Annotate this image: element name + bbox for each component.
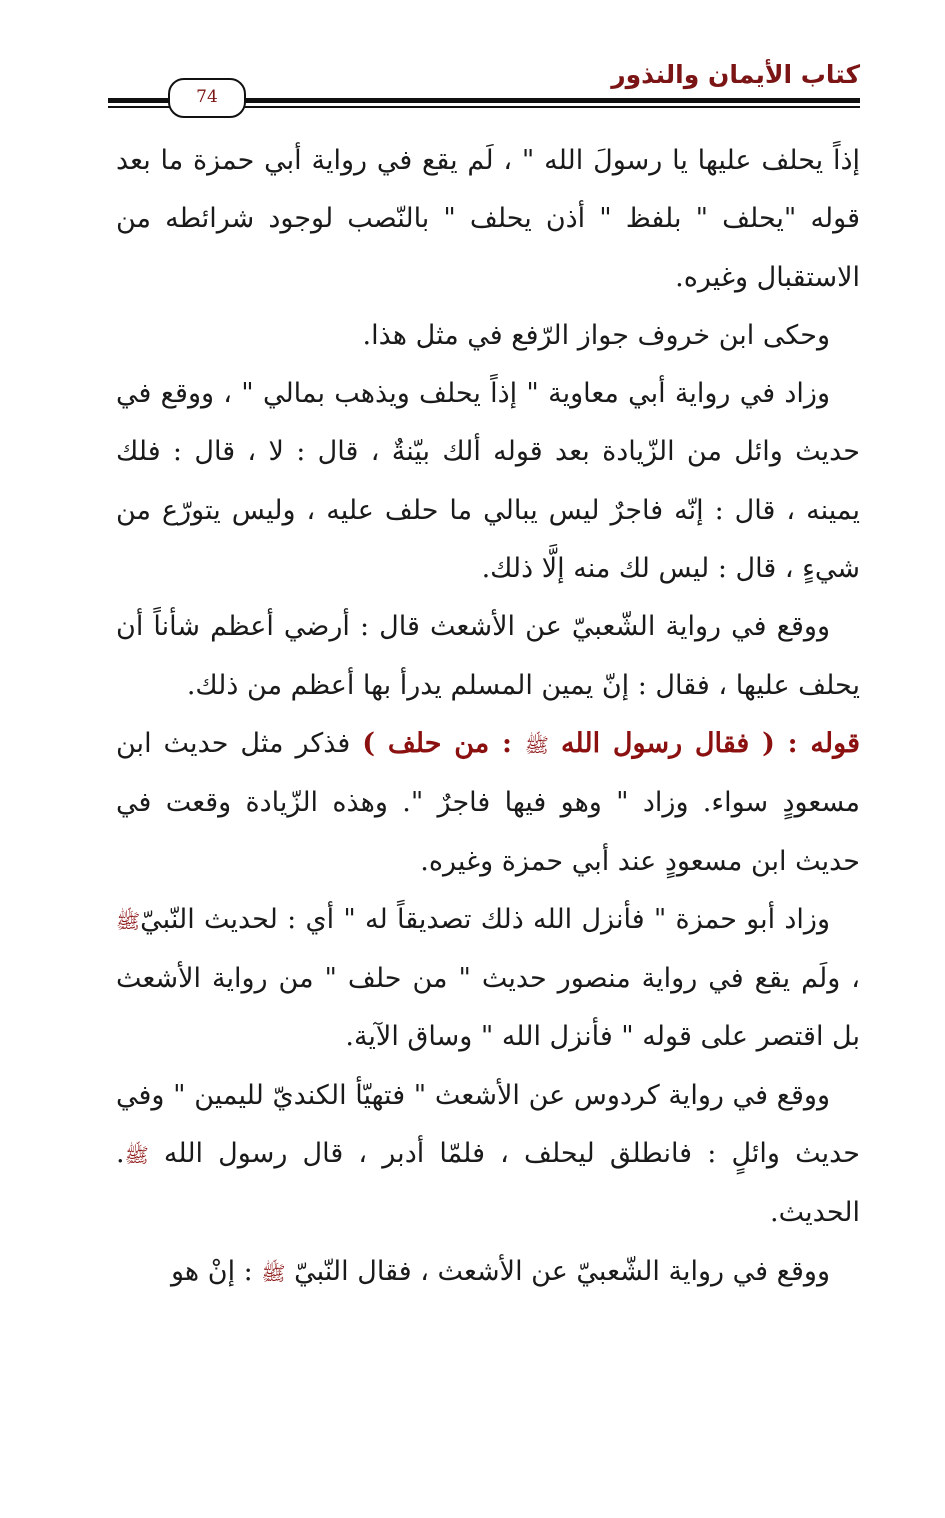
paragraph-5-text: فذكر مثل حديث ابن مسعودٍ سواء. وزاد " وهو فيها فاجرٌ ". وهذه الزّيادة وقعت في حديث ابن مسعودٍ عند أبي حمزة وغيره. <box>116 727 860 877</box>
paragraph-6-text-end: ، ولَم يقع في رواية منصور حديث " من حلف " من رواية الأشعث بل اقتصر على قوله " فأنزل الله " وساق الآية. <box>116 963 860 1053</box>
paragraph-8-text-end: : إنْ هو <box>170 1255 262 1287</box>
page-body <box>116 132 860 1302</box>
paragraph-7 <box>116 1067 860 1243</box>
paragraph-6-text-start: وزاد أبو حمزة " فأنزل الله ذلك تصديقاً له " أي : لحديث النّبيّ <box>140 903 830 935</box>
page-number: 74 <box>168 78 246 118</box>
paragraph-8 <box>116 1243 860 1302</box>
salawat-symbol: ﷺ <box>261 1260 286 1285</box>
paragraph-1: إذاً يحلف عليها يا رسولَ الله " ، لَم يقع في رواية أبي حمزة ما بعد قوله "يحلف " بلفظ " أذن يحلف " بالنّصب لوجود شرائطه من الاستقبال وغيره. <box>116 145 860 293</box>
paragraph-6 <box>116 891 860 1067</box>
paragraph-4: ووقع في رواية الشّعبيّ عن الأشعث قال : أرضي أعظم شأناً أن يحلف عليها ، فقال : إنّ يمين المسلم يدرأ بها أعظم من ذلك. <box>116 611 860 701</box>
paragraph-7-text-start: ووقع في رواية كردوس عن الأشعث " فتهيّأ الكنديّ لليمين " وفي حديث وائلٍ : فانطلق ليحلف ، فلمّا أدبر ، قال رسول الله <box>116 1079 860 1170</box>
paragraph-3: وزاد في رواية أبي معاوية " إذاً يحلف ويذهب بمالي " ، ووقع في حديث وائل من الزّيادة بعد قوله ألك بيّنةٌ ، قال : لا ، قال : فلك يمينه ، قال : إنّه فاجرٌ ليس يبالي ما حلف عليه ، وليس يتورّع من شيءٍ ، قال : ليس لك منه إلَّا ذلك. <box>116 378 860 585</box>
paragraph-2: وحكى ابن خروف جواز الرّفع في مثل هذا. <box>362 319 830 351</box>
paragraph-8-text-start: ووقع في رواية الشّعبيّ عن الأشعث ، فقال النّبيّ <box>294 1255 830 1287</box>
quote-heading-end: : من حلف ) <box>362 727 525 759</box>
paragraph-7-text-end: . الحديث. <box>116 1138 860 1229</box>
salawat-symbol: ﷺ <box>124 1143 149 1168</box>
quote-heading-start: قوله : ( فقال رسول الله <box>560 727 860 759</box>
salawat-symbol: ﷺ <box>116 908 141 933</box>
salawat-symbol: ﷺ <box>524 732 549 757</box>
book-title: كتاب الأيمان والنذور <box>611 60 860 89</box>
page-header <box>108 52 860 112</box>
paragraph-5 <box>116 715 860 891</box>
